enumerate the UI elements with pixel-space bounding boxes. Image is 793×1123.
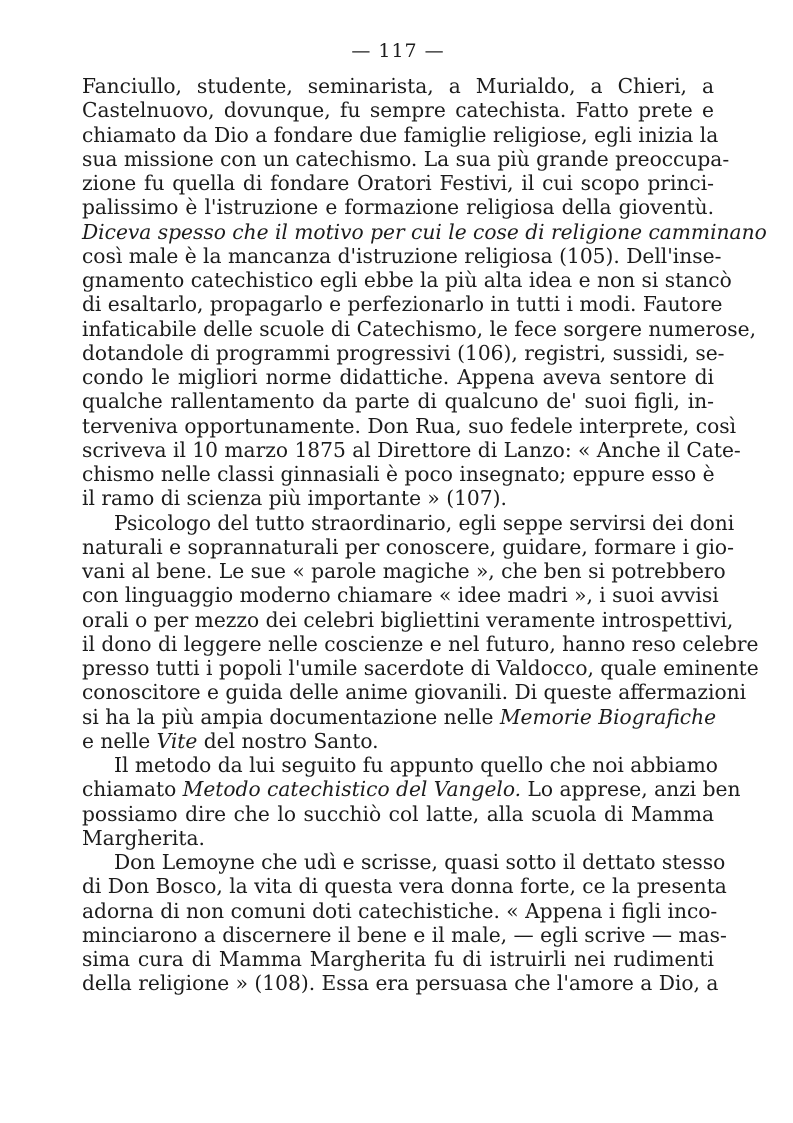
- italic-text: Vite: [156, 728, 198, 753]
- text-line: [82, 365, 714, 389]
- text-segment: chiamato da Dio a fondare due famiglie religiose, egli inizia la: [82, 122, 719, 147]
- text-line: [82, 777, 741, 802]
- text-segment: chismo nelle classi ginnasiali è poco insegnato; eppure esso è: [82, 462, 715, 486]
- text-segment: palissimo è l'istruzione e formazione religiosa della gioventù.: [82, 195, 714, 220]
- text-segment: sima cura di Mamma Margherita fu di istruirli nei rudimenti: [82, 947, 714, 971]
- paragraph: [82, 510, 759, 754]
- text-segment: adorna di non comuni doti catechistiche. « Appena i figli inco-: [82, 898, 718, 923]
- text-line: [82, 243, 722, 268]
- text-segment: terveniva opportunamente. Don Rua, suo fedele interprete, così: [82, 413, 737, 438]
- italic-text: Memorie Biografiche: [499, 704, 717, 729]
- text-segment: Fanciullo, studente, seminarista, a Murialdo, a Chieri, a: [82, 74, 714, 98]
- text-line: [82, 219, 767, 244]
- text-segment: condo le migliori norme didattiche. Appena aveva sentore di: [82, 365, 714, 389]
- text-line: [82, 462, 714, 486]
- text-line: [82, 74, 714, 98]
- text-segment: dotandole di programmi progressivi (106), registri, sussidi, se-: [82, 340, 725, 365]
- text-segment: scriveva il 10 marzo 1875 al Direttore di Lanzo: « Anche il Cate-: [82, 437, 741, 462]
- text-line: [82, 874, 727, 899]
- text-segment: Psicologo del tutto straordinario, egli seppe servirsi dei doni: [114, 510, 735, 535]
- text-segment: della religione » (108). Essa era persuasa che l'amore a Dio, a: [82, 971, 719, 996]
- text-line: [82, 729, 714, 753]
- text-segment: si ha la più ampia documentazione nelle: [82, 704, 500, 729]
- text-line: [82, 680, 747, 705]
- text-segment: e nelle: [82, 728, 157, 753]
- text-line: [82, 389, 714, 413]
- text-segment: zione fu quella di fondare Oratori Festivi, il cui scopo princi-: [82, 171, 714, 195]
- text-segment: possiamo dire che lo succhiò col latte, alla scuola di Mamma: [82, 801, 714, 826]
- text-line: [82, 559, 726, 583]
- text-line: [82, 656, 759, 680]
- text-segment: Castelnuovo, dovunque, fu sempre catechista. Fatto prete e: [82, 98, 714, 123]
- text-segment: sua missione con un catechismo. La sua più grande preoccupa-: [82, 146, 730, 171]
- text-segment: infaticabile delle scuole di Catechismo, le fece sorgere numerose,: [82, 316, 757, 341]
- text-line: [82, 122, 719, 147]
- text-segment: qualche rallentamento da parte di qualcuno de' suoi figli, in-: [82, 389, 714, 414]
- text-line: [82, 268, 732, 292]
- text-line: [82, 171, 714, 195]
- text-line: [82, 146, 730, 171]
- italic-text: Diceva spesso che il motivo per cui le cose di religione camminano: [82, 219, 767, 244]
- text-line: [82, 631, 759, 656]
- text-line: [82, 437, 741, 462]
- text-line: [82, 340, 725, 365]
- text-line: [82, 922, 727, 947]
- text-line: [82, 413, 737, 438]
- text-segment: così male è la mancanza d'istruzione religiosa (105). Dell'inse-: [82, 243, 722, 268]
- text-line: [82, 704, 717, 729]
- paragraph: [82, 753, 741, 850]
- text-line: [82, 486, 714, 510]
- text-segment: minciarono a discernere il bene e il male, — egli scrive — mas-: [82, 922, 727, 947]
- text-line: [82, 947, 714, 971]
- text-line: [82, 583, 719, 608]
- paragraph: [82, 74, 767, 511]
- text-line: [82, 850, 726, 874]
- text-segment: naturali e soprannaturali per conoscere, guidare, formare i gio-: [82, 534, 734, 559]
- text-segment: Margherita.: [82, 825, 205, 850]
- text-line: [82, 292, 723, 317]
- text-segment: il ramo di scienza più importante » (107).: [82, 486, 507, 511]
- text-line: [82, 316, 757, 341]
- text-segment: conoscitore e guida delle anime giovanili. Di queste affermazioni: [82, 680, 747, 705]
- text-line: [82, 898, 718, 923]
- text-line: [82, 607, 734, 632]
- text-segment: Il metodo da lui seguito fu appunto quello che noi abbiamo: [114, 753, 718, 777]
- body-text: [82, 74, 767, 996]
- text-line: [82, 534, 734, 559]
- text-segment: di Don Bosco, la vita di questa vera donna forte, ce la presenta: [82, 874, 727, 899]
- text-segment: Lo apprese, anzi ben: [521, 777, 741, 802]
- text-segment: vani al bene. Le sue « parole magiche », che ben si potrebbero: [82, 559, 726, 583]
- document-page: [82, 38, 767, 996]
- text-line: [82, 971, 719, 996]
- text-line: [82, 195, 714, 219]
- paragraph: [82, 850, 727, 996]
- text-segment: orali o per mezzo dei celebri bigliettini veramente introspettivi,: [82, 607, 734, 632]
- italic-text: Metodo catechistico del Vangelo.: [182, 777, 522, 802]
- page-number: — 117 —: [351, 40, 445, 62]
- text-line: [82, 510, 735, 535]
- text-segment: presso tutti i popoli l'umile sacerdote di Valdocco, quale eminente: [82, 656, 759, 680]
- text-segment: gnamento catechistico egli ebbe la più alta idea e non si stancò: [82, 268, 732, 292]
- text-segment: di esaltarlo, propagarlo e perfezionarlo in tutti i modi. Fautore: [82, 292, 723, 317]
- text-segment: Don Lemoyne che udì e scrisse, quasi sotto il dettato stesso: [114, 850, 726, 874]
- text-line: [82, 826, 714, 850]
- text-segment: con linguaggio moderno chiamare « idee madri », i suoi avvisi: [82, 583, 719, 608]
- text-segment: il dono di leggere nelle coscienze e nel futuro, hanno reso celebre: [82, 631, 759, 656]
- text-line: [82, 802, 714, 826]
- text-line: [82, 98, 714, 122]
- text-line: [82, 753, 718, 777]
- text-segment: del nostro Santo.: [197, 728, 379, 753]
- text-segment: chiamato: [82, 777, 183, 802]
